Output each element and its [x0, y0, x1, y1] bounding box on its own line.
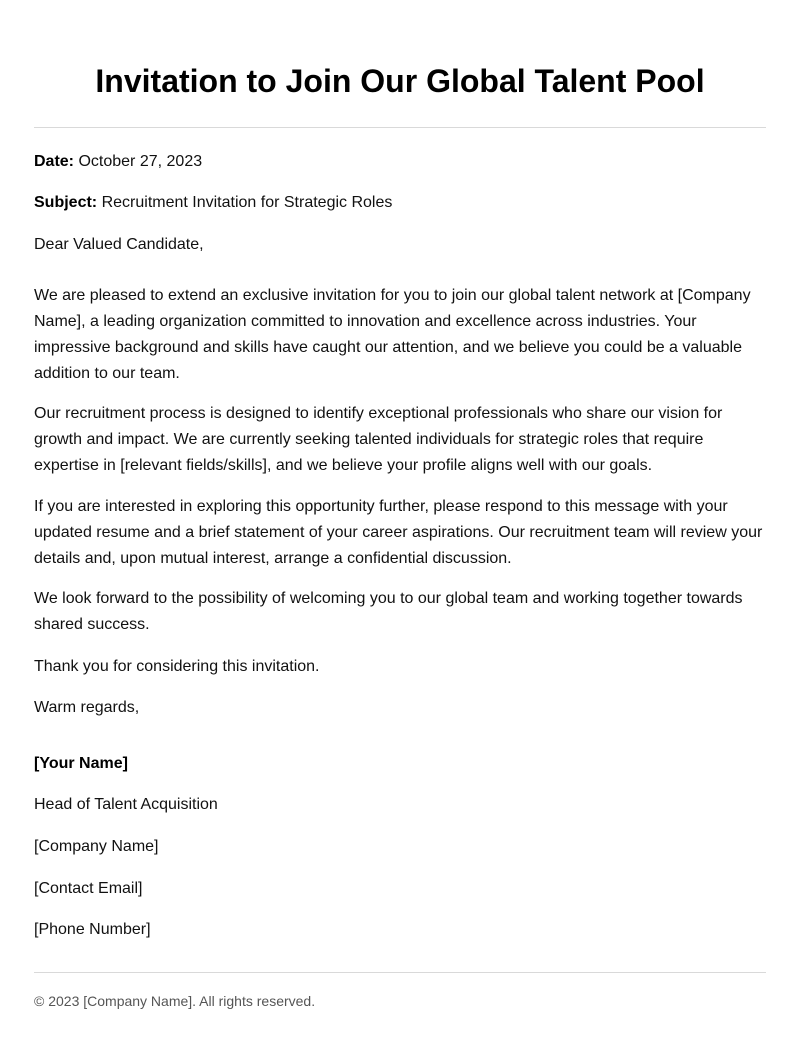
- subject-value: Recruitment Invitation for Strategic Roles: [101, 194, 393, 211]
- body-paragraph: Thank you for considering this invitation.: [34, 658, 320, 675]
- body-paragraph: Our recruitment process is designed to identify exceptional professionals who share our vision for growth and impact. We are currently seeking talented individuals for strategic roles that require expertise in [relevant fields/skills], and we believe your profile aligns well with our goals.: [34, 405, 723, 474]
- body-paragraph: We are pleased to extend an exclusive invitation for you to join our global talent network at [Company Name], a leading organization committed to innovation and excellence across industries. Your impressive background and skills have caught our attention, and we believe you could be a valuable addition to our team.: [34, 287, 751, 382]
- date-value: October 27, 2023: [78, 153, 203, 170]
- subject-line: [34, 193, 392, 213]
- date-label: Date:: [34, 153, 75, 170]
- body-paragraph: We look forward to the possibility of welcoming you to our global team and working together towards shared success.: [34, 590, 743, 633]
- signature-company: [Company Name]: [34, 838, 159, 855]
- salutation: Dear Valued Candidate,: [34, 236, 204, 253]
- subject-label: Subject:: [34, 194, 98, 211]
- header-divider: [34, 127, 766, 128]
- closing: Warm regards,: [34, 699, 140, 716]
- body-paragraph: If you are interested in exploring this opportunity further, please respond to this message with your updated resume and a brief statement of your career aspirations. Our recruitment team will review your details and, upon mutual interest, arrange a confidential discussion.: [34, 498, 763, 567]
- copyright-footer: © 2023 [Company Name]. All rights reserved.: [34, 993, 316, 1009]
- signature-name: [Your Name]: [34, 755, 128, 772]
- signature-phone: [Phone Number]: [34, 921, 151, 938]
- page-title: Invitation to Join Our Global Talent Pool: [95, 63, 705, 99]
- signature-role: Head of Talent Acquisition: [34, 796, 218, 813]
- footer-divider: [34, 972, 766, 973]
- date-line: [34, 152, 202, 172]
- signature-email: [Contact Email]: [34, 880, 143, 897]
